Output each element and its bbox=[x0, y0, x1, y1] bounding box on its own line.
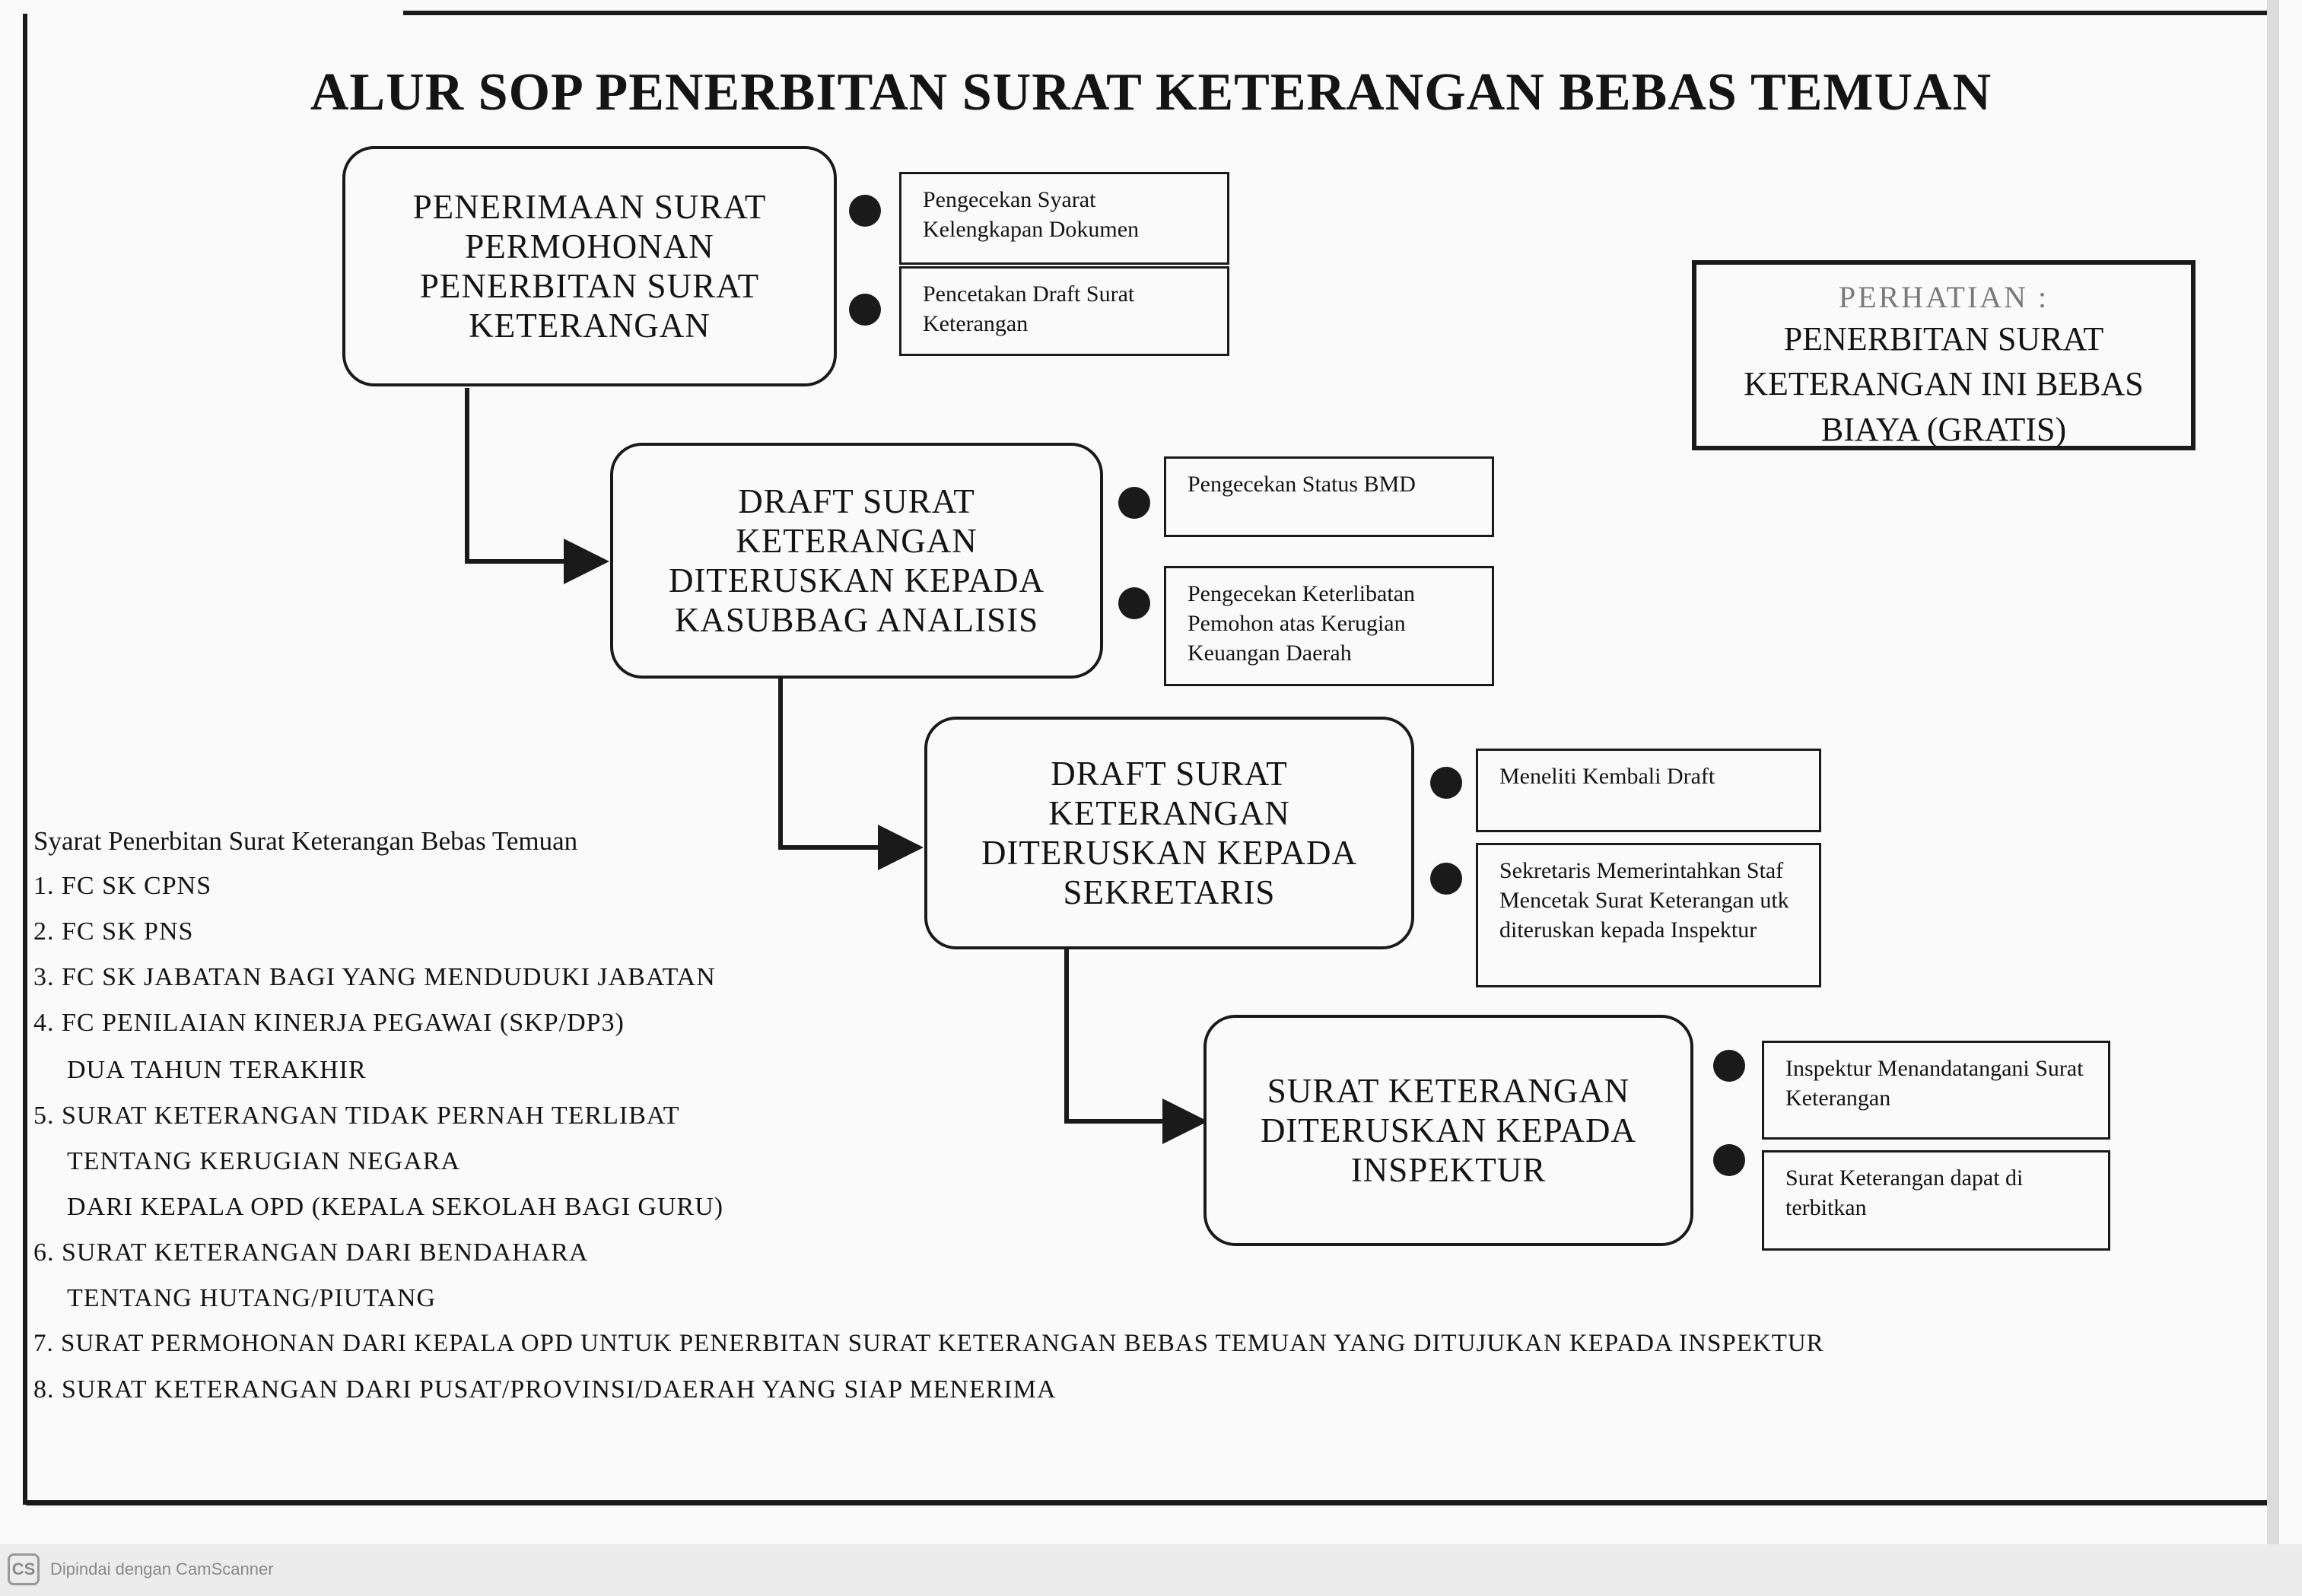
step-2-box bbox=[610, 443, 1103, 679]
step-4-box bbox=[1203, 1015, 1693, 1246]
requirement-line: 4. FC PENILAIAN KINERJA PEGAWAI (SKP/DP3) bbox=[33, 1009, 625, 1037]
step-2-note-2-bullet bbox=[1118, 587, 1150, 619]
connector-step-1-to-2 bbox=[467, 388, 605, 561]
requirement-line: 6. SURAT KETERANGAN DARI BENDAHARA bbox=[33, 1238, 589, 1267]
step-3-note-1-bullet bbox=[1430, 767, 1462, 799]
step-4-note-1 bbox=[1762, 1041, 2110, 1140]
step-1-note-2 bbox=[899, 266, 1229, 356]
step-2-note-1 bbox=[1164, 456, 1494, 537]
step-3-note-2-text: Sekretaris Memerintahkan Staf Mencetak Surat Keterangan utk diteruskan kepada Inspektur bbox=[1499, 858, 1789, 943]
step-2-label: DRAFT SURAT KETERANGAN DITERUSKAN KEPADA KASUBBAG ANALISIS bbox=[668, 482, 1045, 640]
requirement-line-continued: DARI KEPALA OPD (KEPALA SEKOLAH BAGI GURU) bbox=[67, 1193, 724, 1221]
requirement-line-continued: TENTANG KERUGIAN NEGARA bbox=[67, 1147, 460, 1175]
step-1-box bbox=[342, 146, 837, 386]
step-4-note-2-bullet bbox=[1713, 1144, 1745, 1176]
diagram-title: ALUR SOP PENERBITAN SURAT KETERANGAN BEBAS TEMUAN bbox=[310, 63, 1992, 122]
scanner-watermark bbox=[8, 1552, 274, 1587]
step-1-label: PENERIMAAN SURAT PERMOHONAN PENERBITAN SURAT KETERANGAN bbox=[412, 187, 767, 345]
step-3-note-1 bbox=[1476, 749, 1821, 832]
requirement-line: 3. FC SK JABATAN BAGI YANG MENDUDUKI JABATAN bbox=[33, 963, 716, 991]
requirement-line: 8. SURAT KETERANGAN DARI PUSAT/PROVINSI/DAERAH YANG SIAP MENERIMA bbox=[33, 1375, 1057, 1404]
step-3-label: DRAFT SURAT KETERANGAN DITERUSKAN KEPADA SEKRETARIS bbox=[981, 754, 1358, 912]
requirement-line-continued: DUA TAHUN TERAKHIR bbox=[67, 1056, 367, 1084]
requirement-line: 7. SURAT PERMOHONAN DARI KEPALA OPD UNTUK PENERBITAN SURAT KETERANGAN BEBAS TEMUAN YANG DITUJUKAN KEPADA INSPEKTUR bbox=[33, 1330, 1824, 1357]
requirement-line: 2. FC SK PNS bbox=[33, 917, 194, 946]
step-1-note-2-bullet bbox=[849, 294, 881, 326]
step-4-label: SURAT KETERANGAN DITERUSKAN KEPADA INSPEKTUR bbox=[1260, 1071, 1637, 1190]
requirement-line: 1. FC SK CPNS bbox=[33, 872, 212, 900]
connector-step-2-to-3 bbox=[781, 679, 919, 847]
step-4-note-1-bullet bbox=[1713, 1050, 1745, 1082]
step-4-note-2-text: Surat Keterangan dapat di terbitkan bbox=[1785, 1165, 2024, 1220]
step-3-note-2-bullet bbox=[1430, 863, 1462, 895]
step-2-note-2-text: Pengecekan Keterlibatan Pemohon atas Kerugian Keuangan Daerah bbox=[1188, 581, 1416, 666]
step-3-box bbox=[924, 717, 1414, 949]
step-3-note-1-text: Meneliti Kembali Draft bbox=[1499, 764, 1715, 789]
requirements-heading: Syarat Penerbitan Surat Keterangan Bebas Temuan bbox=[33, 826, 578, 856]
step-2-note-1-text: Pengecekan Status BMD bbox=[1188, 472, 1416, 497]
requirement-line-continued: TENTANG HUTANG/PIUTANG bbox=[67, 1284, 437, 1312]
requirement-line: 5. SURAT KETERANGAN TIDAK PERNAH TERLIBAT bbox=[33, 1102, 680, 1130]
step-4-note-1-text: Inspektur Menandatangani Surat Keterangan bbox=[1785, 1056, 2084, 1111]
step-2-note-2 bbox=[1164, 566, 1494, 686]
step-1-note-1-text: Pengecekan Syarat Kelengkapan Dokumen bbox=[923, 187, 1140, 242]
step-2-note-1-bullet bbox=[1118, 487, 1150, 519]
connector-step-3-to-4 bbox=[1067, 949, 1203, 1121]
camscanner-logo: CS bbox=[8, 1553, 40, 1585]
step-1-note-1-bullet bbox=[849, 195, 881, 227]
attention-box bbox=[1692, 260, 2195, 450]
step-4-note-2 bbox=[1762, 1150, 2110, 1251]
attention-body: PENERBITAN SURAT KETERANGAN INI BEBAS BIAYA (GRATIS) bbox=[1744, 320, 2144, 448]
scanner-text: Dipindai dengan CamScanner bbox=[50, 1559, 274, 1579]
step-1-note-2-text: Pencetakan Draft Surat Keterangan bbox=[923, 281, 1135, 336]
attention-title: PERHATIAN : bbox=[1838, 280, 2049, 314]
step-3-note-2 bbox=[1476, 843, 1821, 987]
step-1-note-1 bbox=[899, 172, 1229, 265]
